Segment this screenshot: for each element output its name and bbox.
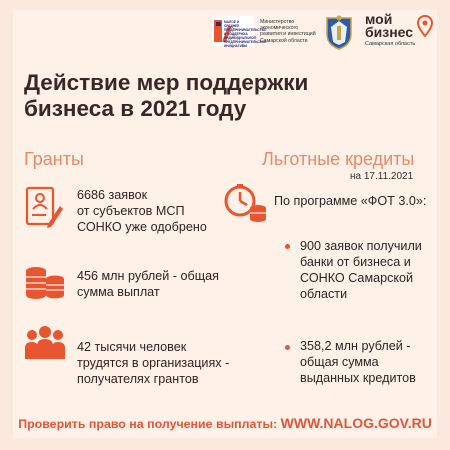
ministry-line: Самарской области: [260, 37, 308, 44]
bullet-dot-icon: [285, 345, 290, 350]
credits-item-applications: [300, 238, 440, 302]
natproject-line: МАЛОЕ И СРЕДНЕЕ: [224, 20, 240, 28]
credits-item-amount: [300, 338, 440, 386]
grants-item-applications: [77, 187, 227, 235]
title-line: бизнеса в 2021 году: [24, 96, 247, 121]
page-title: [24, 70, 324, 122]
grant-line: 42 тысячи человек: [77, 340, 187, 354]
document-pen-icon: [24, 186, 64, 230]
bullet-dot-icon: [285, 244, 290, 249]
moy-biznes-wordmark: [365, 13, 413, 39]
credit-line: 358,2 млн рублей -: [300, 339, 411, 353]
ministry-line: экономического: [260, 25, 299, 32]
map-pin-icon: [417, 15, 433, 37]
credits-heading: Льготные кредиты: [262, 149, 415, 169]
national-project-text: [224, 20, 267, 48]
moy-biznes-logo: [365, 13, 443, 53]
natproject-line: ИНИЦИАТИВЫ: [224, 44, 248, 48]
coin-stacks-icon: [24, 265, 66, 301]
ministry-line: Министерство: [260, 19, 295, 25]
credit-line: СОНКО Самарской: [300, 271, 414, 285]
ministry-name: [260, 19, 322, 44]
grant-line: от субъектов МСП: [77, 204, 185, 218]
samara-coat-of-arms-icon: [324, 14, 354, 50]
grants-heading: Гранты: [24, 149, 84, 169]
credit-line: банки от бизнеса и: [300, 255, 411, 269]
natproject-line: ПРЕДПРИНИМАТЕЛЬСКОЙ: [224, 40, 267, 44]
credit-line: 900 заявок получили: [300, 239, 422, 253]
credits-date: на 17.11.2021: [350, 171, 414, 182]
credits-program: По программе «ФОТ 3.0»:: [274, 194, 427, 208]
title-line: Действие мер поддержки: [24, 70, 309, 95]
clock-coins-icon: [224, 183, 268, 223]
credit-line: выданных кредитов: [300, 371, 416, 385]
natproject-line: ИНДИВИДУАЛЬНОЙ: [224, 36, 256, 40]
grants-item-payments: [77, 268, 227, 300]
grant-line: 456 млн рублей - общая: [77, 269, 219, 283]
grants-item-employees: [77, 339, 252, 387]
moy-biznes-region: Самарская область: [365, 41, 416, 47]
footer-text: Проверить право на получение выплаты:: [18, 417, 278, 431]
grant-line: сумма выплат: [77, 285, 160, 299]
moy-biznes-line: мой: [365, 11, 393, 27]
natproject-line: ПРЕДПРИНИМАТЕЛЬСТВО: [224, 28, 267, 32]
ministry-line: развития и инвестиций: [260, 31, 316, 38]
credit-line: общая сумма: [300, 355, 379, 369]
nalog-link[interactable]: WWW.NALOG.GOV.RU: [280, 415, 432, 431]
grant-line: получателях грантов: [77, 372, 199, 386]
grant-line: трудятся в организациях -: [77, 356, 230, 370]
grant-line: СОНКО уже одобрено: [77, 220, 207, 234]
people-group-icon: [23, 326, 67, 360]
footer-check-eligibility: [0, 415, 450, 431]
credit-line: области: [300, 287, 348, 301]
grant-line: 6686 заявок: [77, 188, 148, 202]
natproject-line: И ПОДДЕРЖКА: [224, 32, 248, 36]
moy-biznes-line: бизнес: [365, 24, 414, 40]
